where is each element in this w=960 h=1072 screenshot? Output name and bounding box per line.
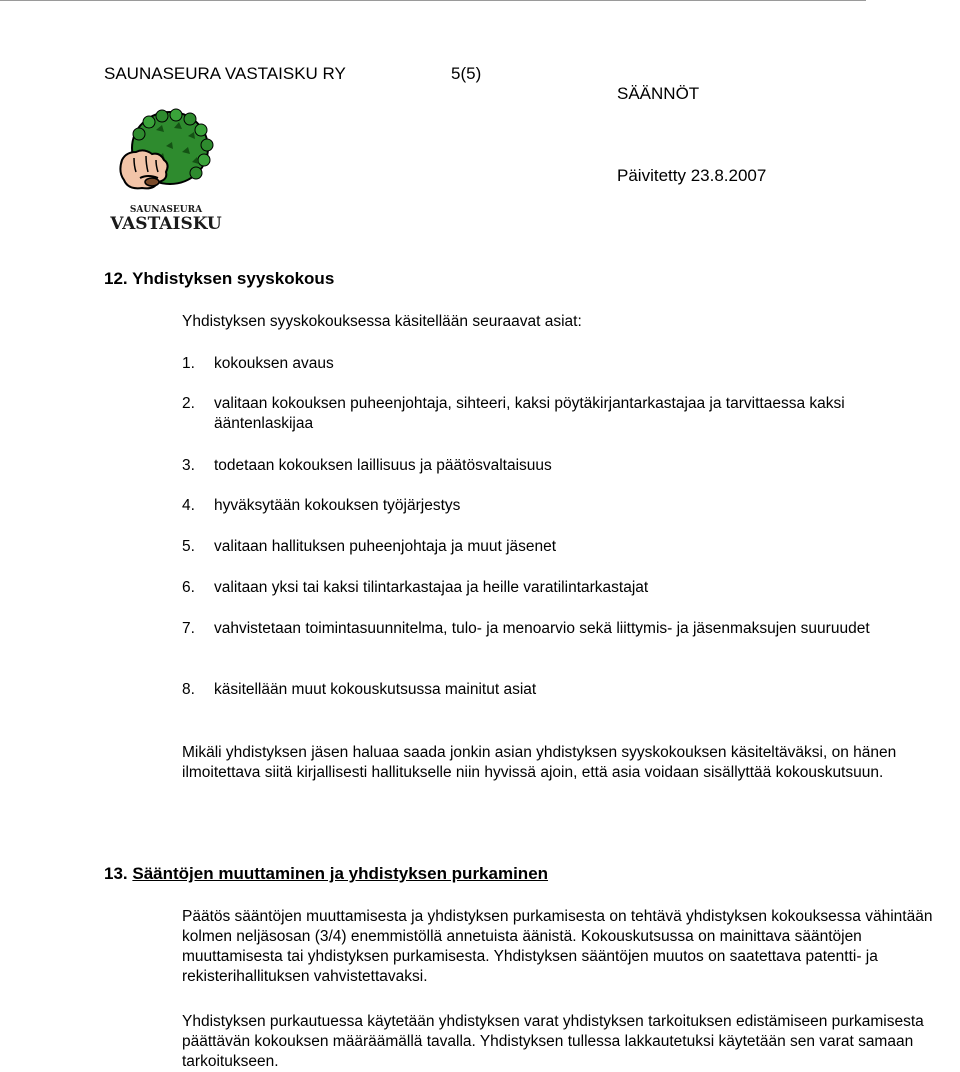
logo-bottom-text: VASTAISKU <box>110 214 222 232</box>
top-rule <box>0 0 866 1</box>
organization-name: SAUNASEURA VASTAISKU RY <box>104 64 346 83</box>
agenda-text: kokouksen avaus <box>214 355 334 372</box>
updated-date: Päivitetty 23.8.2007 <box>617 166 767 185</box>
section-number: 13. <box>104 864 128 883</box>
agenda-item <box>182 537 882 557</box>
agenda-item <box>182 619 882 639</box>
logo-graphic <box>104 108 228 232</box>
agenda-text: valitaan hallituksen puheenjohtaja ja muut jäsenet <box>214 538 557 555</box>
agenda-number: 1. <box>182 355 195 372</box>
agenda-item <box>182 354 882 374</box>
section-13-paragraph-2: Yhdistyksen purkautuessa käytetään yhdistyksen varat yhdistyksen tarkoituksen edistämiseen purkamisesta päättävän kokouksen määräämällä tavalla. Yhdistyksen tullessa lakkautetuksi käytetään sen varat samaan tarkoitukseen. <box>182 1013 924 1070</box>
logo-top-text: SAUNASEURA <box>129 205 203 215</box>
agenda-number: 5. <box>182 538 195 555</box>
agenda-number: 7. <box>182 620 195 637</box>
section-13-heading <box>104 864 548 884</box>
club-logo <box>104 108 228 232</box>
agenda-number: 8. <box>182 681 195 698</box>
agenda-item <box>182 578 882 598</box>
agenda-text: hyväksytään kokouksen työjärjestys <box>214 497 461 514</box>
agenda-number: 3. <box>182 457 195 474</box>
section-12-paragraph: Mikäli yhdistyksen jäsen haluaa saada jonkin asian yhdistyksen syyskokouksen käsiteltäväksi, on hänen ilmoitettava siitä kirjallisesti hallitukselle niin hyvissä ajoin, että asia voidaan sisällyttää kokouskutsuun. <box>182 744 897 781</box>
agenda-text: valitaan kokouksen puheenjohtaja, sihteeri, kaksi pöytäkirjantarkastajaa ja tarvittaessa kaksi ääntenlaskijaa <box>214 395 845 432</box>
document-title: SÄÄNNÖT <box>617 84 700 103</box>
page-number: 5(5) <box>451 64 482 83</box>
agenda-item <box>182 394 882 434</box>
agenda-text: todetaan kokouksen laillisuus ja päätösvaltaisuus <box>214 457 552 474</box>
agenda-item <box>182 496 882 516</box>
section-12-heading <box>104 269 334 289</box>
agenda-number: 6. <box>182 579 195 596</box>
agenda-item <box>182 456 882 476</box>
agenda-text: vahvistetaan toimintasuunnitelma, tulo- ja menoarvio sekä liittymis- ja jäsenmaksujen suuruudet <box>214 620 870 637</box>
section-title: Yhdistyksen syyskokous <box>132 269 335 288</box>
section-number: 12. <box>104 269 128 288</box>
agenda-number: 4. <box>182 497 195 514</box>
agenda-item <box>182 680 882 700</box>
section-12-intro: Yhdistyksen syyskokouksessa käsitellään seuraavat asiat: <box>182 313 582 330</box>
section-title: Sääntöjen muuttaminen ja yhdistyksen purkaminen <box>132 864 549 883</box>
agenda-text: valitaan yksi tai kaksi tilintarkastajaa ja heille varatilintarkastajat <box>214 579 649 596</box>
section-13-paragraph-1: Päätös sääntöjen muuttamisesta ja yhdistyksen purkamisesta on tehtävä yhdistyksen kokouksessa vähintään kolmen neljäsosan (3/4) enemmistöllä annetuista äänistä. Kokouskutsussa on mainittava sääntöjen muuttamisesta tai yhdistyksen purkamisesta. Yhdistyksen sääntöjen muutos on saatettava patentti- ja rekisterihallituksen vahvistettavaksi. <box>182 908 933 985</box>
agenda-text: käsitellään muut kokouskutsussa mainitut asiat <box>214 681 537 698</box>
agenda-number: 2. <box>182 395 195 412</box>
